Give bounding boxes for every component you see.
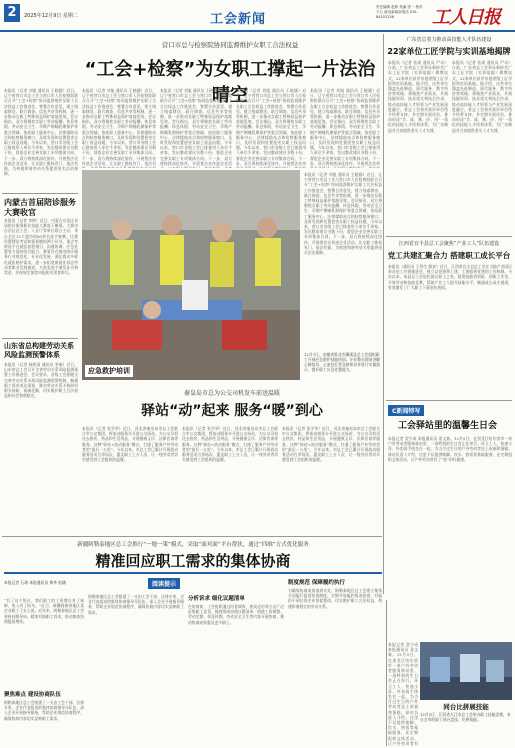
bottom-sub3: 制度规范 保障履约执行 — [288, 580, 345, 586]
feature-body-tail: 本报记者 贺少成 本报通讯员 姜文新。12月5日，在黑龙江哈尔滨市一家户外劳动者服务驿站里，一场特别的生日会正在举行。环卫工人、快递小哥、外卖骑手围坐在一起，为当月过生日的户外劳动者送上祝福和蛋糕。驿站负责人介绍，这里不仅提供歇脚、饮水、热饭等基础服务，还定期组织文体活动，让户外劳动者有 — [388, 642, 418, 746]
qhd-kicker: 秦皇岛市总为公交司机发车前送温暖 — [183, 390, 280, 397]
bottom-body-d: 为确保协商成果落到实处，阿勒泰地区总工会建立集体合同履行监督检查制度，定期开展履约情况检查，对履约不到位的企业督促整改，切实维护职工合法权益，构建和谐稳定的劳动关系。 — [288, 588, 382, 609]
right-sub-kicker: 江西省宜丰县总工会聚焦“产业工人”队伍建设 — [398, 241, 500, 247]
bottom-body-c: 在协商前，工会组织通过问卷调查、座谈走访等方式广泛征集职工意见，梳理形成协商议题清单，围绕工资调整、劳动定额、休息休假、劳动安全卫生等内容开展协商，推动协商成果惠及更多职工。 — [188, 604, 284, 625]
row-divider — [386, 400, 512, 401]
qhd-headline: 驿站“动”起来 服务“暖”到心 — [141, 403, 323, 419]
newspaper-logo: 工人日报 — [432, 7, 500, 28]
photo-caption-title: 应急救护培训 — [85, 365, 133, 377]
story2-headline: 山东省总构建劳动关系风险监测预警体系 — [4, 342, 74, 359]
right-kicker: 广东省总着力推动高技能人才队伍建设 — [406, 37, 492, 43]
bottom-body-b: 阿勒泰地区总工会组建了一支由工会干部、法律专家、企业代表组成的集体协商指导员队伍，深入企业开展指导服务，帮助企业规范协商程序，确保协商内容切实反映职工需求。 — [88, 594, 184, 615]
bottom-sub2: 分析诉求 细化议题清单 — [188, 596, 245, 602]
lead-body-col1: 本报讯（记者 刘旭 通讯员 王晓涵）近日，辽宁省营口市总工会与营口市人民检察院联合召开“工会+检察”协同监督维护女职工合法权益工作推进会，签署合作意见，建立线索移送、联合调查、信息共享等机制，进一步推动女职工特殊权益保护落地见效。会议指出，双方将聚焦女职工劳动报酬、休息休假、劳动安全卫生、孕期产期哺乳期保护等重点领域，依托职工服务中心、法律援助站点和检察服务窗口，及时发现和处置侵害女职工权益问题。今年以来，营口市各级工会已排查用人单位千余家，发出整改建议书数十份，督促企业完善女职工专项集体合同。下一步，双方将持续深化协作，开展普法宣传进企业活动，让女职工维权有门、依法有据，为构建和谐劳动关系提供坚实法治保障。 — [4, 88, 78, 177]
column-divider — [383, 34, 384, 594]
bottom-sub1: 聚焦难点 建设协商队伍 — [4, 692, 61, 698]
feature-headline: 工会驿站里的温馨生日会 — [398, 421, 498, 431]
lead-body-col4: 本报讯（记者 刘旭 通讯员 王晓涵）近日，辽宁省营口市总工会与营口市人民检察院联合召开“工会+检察”协同监督维护女职工合法权益工作推进会，签署合作意见，建立线索移送、联合调查、信息共享等机制，进一步推动女职工特殊权益保护落地见效。会议指出，双方将聚焦女职工劳动报酬、休息休假、劳动安全卫生、孕期产期哺乳期保护等重点领域，依托职工服务中心、法律援助站点和检察服务窗口，及时发现和处置侵害女职工权益问题。今年以来，营口市各级工会已排查用人单位千余家，发出整改建议书数十份，督促企业完善女职工专项集体合同。下一步，双方将持续深化协作，开展普法宣传 — [236, 88, 306, 166]
reading-tip-tag: 阅读提示 — [148, 578, 180, 589]
feature-tag: C新闻特写 — [388, 405, 424, 416]
right-body-col1: 本报讯（记者 张涌 通讯员 严卓）日前，广东省总工会举办新时代广东工匠学院（实训基地）揭牌仪式，22家单位获评首批省级工匠学院和实训基地。据介绍，这些单位涵盖先进制造、现代服务、数字经济等领域，将聚焦产业需求，开展技能培训、技术攻关和技艺传承，推动高技能人才培养与产业发展深度融合。省总工会将对获评单位给予经费支持，并定期开展评估，推动形成“学、练、赛、评、用”一体化的技能人才培养体系，为广东制造业当家提供坚实人才支撑。 — [388, 60, 448, 133]
emergency-training-photo — [82, 170, 300, 380]
story1-headline: 内蒙古首届陪诊服务大赛收官 — [4, 198, 76, 217]
qhd-body-col1: 本报讯（记者 张学华）近日，河北省秦皇岛市总工会联合市公交集团，将流动服务车开进公交场站，为公交司机送去热饮、药品和生活用品，开展健康义诊、法律咨询等服务。这种“驿站+流动服务”模式，打通了服务户外劳动者的“最后一公里”。今年以来，市总工会已累计开展流动服务活动百余场次，惠及职工上万人次，让一线劳动者切实感受到工会组织的温暖。 — [82, 426, 178, 463]
section-title: 工会新闻 — [210, 12, 267, 27]
bottom-byline: 本报记者 石琦 本报通讯员 黄华 宿涵 — [4, 580, 66, 585]
lead-body-right: 本报讯（记者 刘旭 通讯员 王晓涵）近日，辽宁省营口市总工会与营口市人民检察院联合召开“工会+检察”协同监督维护女职工合法权益工作推进会，签署合作意见，建立线索移送、联合调查、信息共享等机制，进一步推动女职工特殊权益保护落地见效。会议指出，双方将聚焦女职工劳动报酬、休息休假、劳动安全卫生、孕期产期哺乳期保护等重点领域，依托职工服务中心、法律援助站点和检察服务窗口，及时发现和处置侵害女职工权益问题。今年以来，营口市各级工会已排查用人单位千余家，发出整改建议书数十份，督促企业完善女职工专项集体合同。下一步，双方将持续深化协作，开展普法宣传进企业活动，让女职工维权有门、依法有据，为构建和谐劳动关系提供坚实法治保障。 — [304, 172, 382, 256]
bottom-rule — [4, 572, 382, 574]
qhd-body-col2: 本报讯（记者 张学华）近日，河北省秦皇岛市总工会联合市公交集团，将流动服务车开进公交场站，为公交司机送去热饮、药品和生活用品，开展健康义诊、法律咨询等服务。这种“驿站+流动服务”模式，打通了服务户外劳动者的“最后一公里”。今年以来，市总工会已累计开展流动服务活动百余场次，惠及职工上万人次，让一线劳动者切实感受到工会组织的温暖。 — [182, 426, 278, 463]
row-divider — [2, 338, 78, 339]
lead-headline: “工会+检察”为女职工撑起一片法治晴空 — [84, 59, 376, 106]
bottom-body-b1: 阿勒泰地区总工会组建了一支由工会干部、法律专家、企业代表组成的集体协商指导员队伍，深入企业开展指导服务，帮助企业规范协商程序，确保协商内容切实反映职工需求。 — [4, 700, 84, 721]
qhd-body-col3: 本报讯（记者 张学华）近日，河北省秦皇岛市总工会联合市公交集团，将流动服务车开进公交场站，为公交司机送去热饮、药品和生活用品，开展健康义诊、法律咨询等服务。这种“驿站+流动服务”模式，打通了服务户外劳动者的“最后一公里”。今年以来，市总工会已累计开展流动服务活动百余场次，惠及职工上万人次，让一线劳动者切实感受到工会组织的温暖。 — [282, 426, 380, 463]
feature-body: 本报记者 贺少成 本报通讯员 姜文新。12月5日，在黑龙江哈尔滨市一家户外劳动者服务驿站里，一场特别的生日会正在举行。环卫工人、快递小哥、外卖骑手围坐在一起，为当月过生日的户外劳动者送上祝福和蛋糕。驿站负责人介绍，这里不仅提供歇脚、饮水、热饭等基础服务，还定期组织文体活动，让户外劳动者有了“家”的归属感。 — [388, 436, 512, 462]
row-divider — [386, 236, 512, 237]
bottom-body-a: “有了这个协议，我们职工的工资增长有了保障，收入有了盼头。”近日，新疆阿勒泰地区某企业职工王女士说。近年来，阿勒泰地区总工会坚持问题导向，精准对接职工诉求，推动集体协商提质增效。 — [4, 598, 84, 624]
photo-caption: 12月7日，安徽省淮北市濉溪县总工会组织职工开展应急救护技能培训。专业教员现场讲解心肺复苏、止血包扎等急救知识并进行实操演示，提升职工应急处置能力。 — [304, 352, 380, 372]
row-divider — [2, 536, 382, 537]
column-divider — [386, 600, 387, 746]
editor-info: 责任编辑 赵婷 美编 张一 校对 于心 政治新闻部电话 010-84151236 — [376, 5, 423, 19]
skills-photo-caption: 12月5日，江西省九江市总工会举办职工技能竞赛，来自全市的职工同台竞技，比拼技能。 — [420, 712, 511, 722]
right-sub-headline: 党工共建汇聚合力 搭建职工成长平台 — [387, 251, 511, 260]
right-headline: 22家单位工匠学院与实训基地揭牌 — [387, 47, 511, 56]
story1-body: 本报讯（记者 李婷）近日，内蒙古自治区首届陪诊服务职业技能大赛落下帷幕。大赛由自治区总工会、人社厅等单位联合主办，来自全区12个盟市的80余名选手参赛。比赛设置理论考试和情景模拟两个环节，重点考察选手在就医流程指引、沟通协调、应急处置等方面的综合能力。赛事旨在推动陪诊服务行业规范化、专业化发展，满足群众多样化就医陪护需求，进一步拓宽新就业形态劳动者职业发展通道，为获奖选手颁发证书和奖金，并按规定推荐申报相关荣誉称号。 — [4, 218, 78, 276]
skills-photo-title: 同台比拼展技能 — [443, 703, 489, 711]
lead-body-col3: 本报讯（记者 刘旭 通讯员 王晓涵）近日，辽宁省营口市总工会与营口市人民检察院联合召开“工会+检察”协同监督维护女职工合法权益工作推进会，签署合作意见，建立线索移送、联合调查、信息共享等机制，进一步推动女职工特殊权益保护落地见效。会议指出，双方将聚焦女职工劳动报酬、休息休假、劳动安全卫生、孕期产期哺乳期保护等重点领域，依托职工服务中心、法律援助站点和检察服务窗口，及时发现和处置侵害女职工权益问题。今年以来，营口市各级工会已排查用人单位千余家，发出整改建议书数十份，督促企业完善女职工专项集体合同。下一步，双方将持续深化协作，开展普法宣传进企业活 — [160, 88, 232, 166]
bottom-kicker: 新疆阿勒泰地区总工会推行“一地一策”模式，采取“面对面”平台帮扶，通过“四维”方式优化服务 — [77, 542, 309, 548]
skills-photo — [420, 642, 512, 700]
lead-kicker: 营口市总与检察院协同监督维护女职工合法权益 — [161, 41, 299, 49]
story2-body: 本报讯（记者 杨明清 通讯员 李瑞）近日，山东省总工会召开全省劳动关系风险监测预警工作推进会。会议要求，各级工会要健全完善劳动关系矛盾风险监测预警机制，畅通职工诉求表达渠道，推动劳动关系矛盾纠纷源头预防、前端化解，切实维护职工合法权益和社会和谐稳定。 — [4, 362, 78, 399]
lead-body-col2: 本报讯（记者 刘旭 通讯员 王晓涵）近日，辽宁省营口市总工会与营口市人民检察院联合召开“工会+检察”协同监督维护女职工合法权益工作推进会，签署合作意见，建立线索移送、联合调查、信息共享等机制，进一步推动女职工特殊权益保护落地见效。会议指出，双方将聚焦女职工劳动报酬、休息休假、劳动安全卫生、孕期产期哺乳期保护等重点领域，依托职工服务中心、法律援助站点和检察服务窗口，及时发现和处置侵害女职工权益问题。今年以来，营口市各级工会已排查用人单位千余家，发出整改建议书数十份，督促企业完善女职工专项集体合同。下一步，双方将持续深化协作，开展普法宣传进企业活动，让女职工维权有门、依法有 — [82, 88, 156, 166]
page-number: 2 — [4, 4, 20, 22]
issue-date: 2025年12月9日 星期二 — [24, 13, 78, 19]
row-divider — [2, 193, 78, 194]
lead-body-col5: 本报讯（记者 刘旭 通讯员 王晓涵）近日，辽宁省营口市总工会与营口市人民检察院联合召开“工会+检察”协同监督维护女职工合法权益工作推进会，签署合作意见，建立线索移送、联合调查、信息共享等机制，进一步推动女职工特殊权益保护落地见效。会议指出，双方将聚焦女职工劳动报酬、休息休假、劳动安全卫生、孕期产期哺乳期保护等重点领域，依托职工服务中心、法律援助站点和检察服务窗口，及时发现和处置侵害女职工权益问题。今年以来，营口市各级工会已排查用人单位千余家，发出整改建议书数十份，督促企业完善女职工专项集体合同。下一步，双方将持续深化协作，开展普法宣传 — [310, 88, 380, 166]
right-sub-body: 本报讯（通讯员 王铁生 熊安）近日，江西省宜丰县总工会在当地产业园区举办党工共建推进会，建立以党建带工建、工建服务党建的工作机制。今年以来，该县总工会依托园区职工之家，组建技能培训班、创新工作室，开展劳动和技能竞赛，帮助产业工人提升技能水平，畅通成长成才通道，有效激发了广大职工干事创业热情。 — [388, 264, 512, 290]
bottom-headline: 精准回应职工需求的集体协商 — [95, 552, 291, 570]
right-body-col2: 本报讯（记者 张涌 通讯员 严卓）日前，广东省总工会举办新时代广东工匠学院（实训基地）揭牌仪式，22家单位获评首批省级工匠学院和实训基地。据介绍，这些单位涵盖先进制造、现代服务、数字经济等领域，将聚焦产业需求，开展技能培训、技术攻关和技艺传承，推动高技能人才培养与产业发展深度融合。省总工会将对获评单位给予经费支持，并定期开展评估，推动形成“学、练、赛、评、用”一体化的技能人才培养体系，为广东制造业当家提供坚实人才支撑。 — [452, 60, 512, 133]
